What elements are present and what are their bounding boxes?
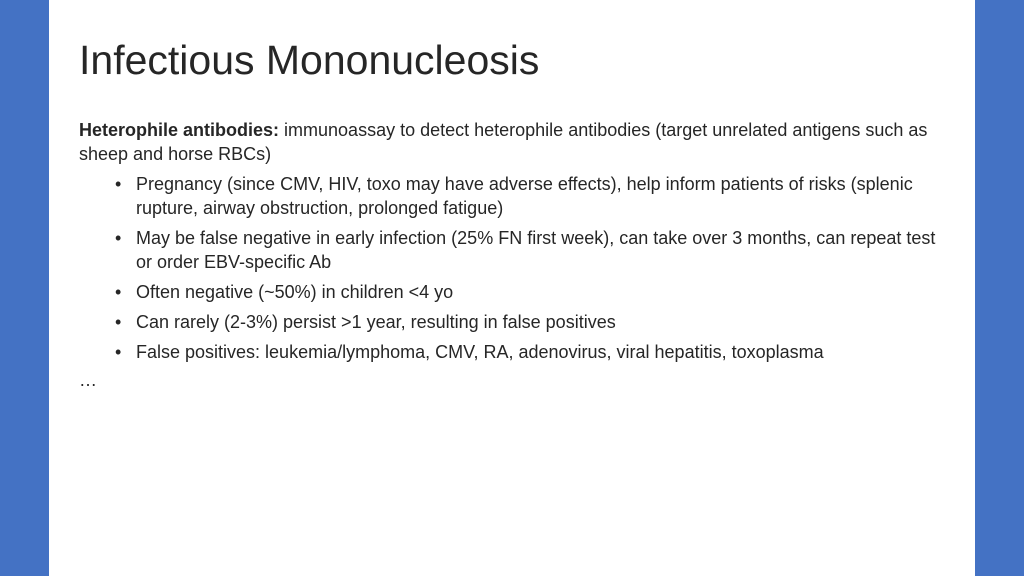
bullet-text: May be false negative in early infection (25% FN first week), can take over 3 months, can repeat test or order EBV-specific Ab bbox=[136, 228, 936, 272]
slide-title: Infectious Mononucleosis bbox=[79, 37, 540, 83]
bullet-icon: • bbox=[115, 342, 122, 362]
bullet-item bbox=[79, 340, 949, 364]
bullet-text: Pregnancy (since CMV, HIV, toxo may have adverse effects), help inform patients of risks (splenic rupture, airway obstruction, prolonged fatigue) bbox=[136, 174, 913, 218]
slide-body bbox=[79, 118, 949, 392]
intro-term: Heterophile antibodies: bbox=[79, 120, 280, 140]
bullet-item bbox=[79, 226, 949, 274]
bullet-icon: • bbox=[115, 282, 122, 302]
bullet-icon: • bbox=[115, 228, 122, 248]
bullet-text: Can rarely (2-3%) persist >1 year, resulting in false positives bbox=[136, 312, 616, 332]
bullet-list bbox=[79, 172, 949, 364]
bullet-text: False positives: leukemia/lymphoma, CMV, RA, adenovirus, viral hepatitis, toxoplasma bbox=[136, 342, 824, 362]
bullet-item bbox=[79, 310, 949, 334]
bullet-item bbox=[79, 172, 949, 220]
intro-paragraph bbox=[79, 118, 949, 166]
bullet-icon: • bbox=[115, 312, 122, 332]
bullet-icon: • bbox=[115, 174, 122, 194]
bullet-item bbox=[79, 280, 949, 304]
bullet-text: Often negative (~50%) in children <4 yo bbox=[136, 282, 454, 302]
right-accent-bar bbox=[975, 0, 1024, 576]
intro-text: immunoassay to detect heterophile antibodies (target unrelated antigens such as sheep and horse RBCs) bbox=[79, 120, 928, 164]
left-accent-bar bbox=[0, 0, 49, 576]
continuation-ellipsis: … bbox=[79, 370, 97, 390]
